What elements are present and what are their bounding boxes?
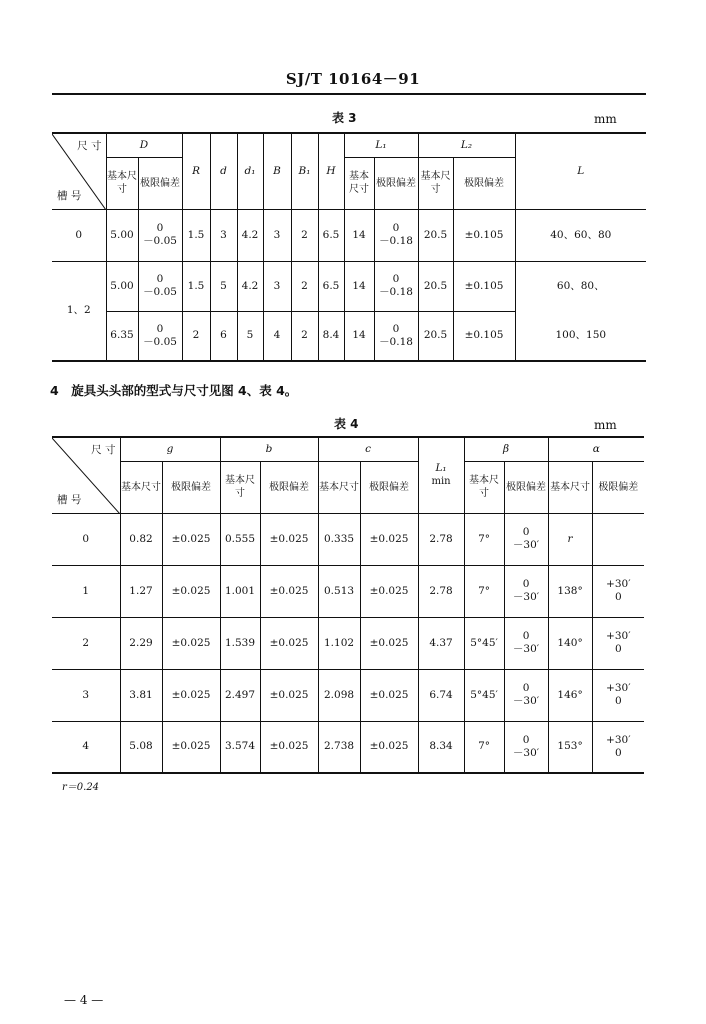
table3-B1: 2 (291, 261, 318, 311)
table4-col-g: g (120, 437, 220, 461)
table3-D-basic: 基本尺寸 (106, 157, 138, 209)
tol-lower: －30′ (512, 539, 540, 551)
table4-c-tolerance: ±0.025 (360, 617, 418, 669)
tol-upper: 0 (156, 273, 164, 285)
tol-upper: +30′ (606, 682, 631, 694)
table3-L: 40、60、80 (515, 209, 646, 261)
table3-D: 5.00 (106, 209, 138, 261)
tol-upper: 0 (392, 322, 400, 335)
table3-L1-basic: 基本尺寸 (344, 157, 374, 209)
table4-g: 3.81 (120, 669, 162, 721)
table3-B: 4 (263, 311, 291, 361)
table4-alpha: 140° (548, 617, 592, 669)
table4-c-tolerance: ±0.025 (360, 513, 418, 565)
tol-lower: －30′ (512, 643, 540, 655)
table4-c-tol: 极限偏差 (360, 461, 418, 513)
table3-D-tol: 极限偏差 (138, 157, 182, 209)
table4-slot: 1 (52, 565, 120, 617)
tol-upper: 0 (156, 322, 164, 335)
footnote: r＝0.24 (62, 782, 100, 793)
table3-L1: 14 (344, 311, 374, 361)
table3-col-d1: d₁ (237, 133, 263, 209)
table3-R: 1.5 (182, 209, 210, 261)
tol-upper: 0 (392, 222, 400, 234)
table3-col-d: d (210, 133, 237, 209)
table3-D-tolerance (138, 311, 182, 361)
table4-corner (52, 437, 120, 513)
table4-beta-tol: 极限偏差 (504, 461, 548, 513)
section-4-text: 4 旋具头头部的型式与尺寸见图 4、表 4。 (50, 383, 298, 398)
table4-b-tol: 极限偏差 (260, 461, 318, 513)
table4-caption: 表 4 (334, 417, 359, 431)
table4-col-L1-label: L₁ (435, 462, 447, 475)
table-row (52, 513, 644, 565)
table3-L2-tolerance: ±0.105 (453, 311, 515, 361)
table4-alpha-tolerance (592, 513, 644, 565)
table3-slot: 0 (52, 209, 106, 261)
tol-lower: 0 (614, 643, 622, 655)
table-row (52, 311, 646, 361)
table4-col-alpha: α (548, 437, 644, 461)
table4-corner-top: 尺 寸 (91, 444, 116, 456)
table3-L1-tolerance (374, 311, 418, 361)
table4-c: 1.102 (318, 617, 360, 669)
table3-d: 5 (210, 261, 237, 311)
table4-c-basic: 基本尺寸 (318, 461, 360, 513)
table4-g-tol: 极限偏差 (162, 461, 220, 513)
tol-upper: 0 (522, 578, 530, 590)
tol-lower: －0.05 (143, 335, 177, 348)
table3-H: 6.5 (318, 209, 344, 261)
table4-alpha-basic: 基本尺寸 (548, 461, 592, 513)
table4-g-basic: 基本尺寸 (120, 461, 162, 513)
table4-alpha: 153° (548, 721, 592, 773)
tol-upper: 0 (522, 682, 530, 694)
table3-D: 6.35 (106, 311, 138, 361)
table3-d1: 4.2 (237, 209, 263, 261)
table4-beta: 7° (464, 565, 504, 617)
table4-b: 1.001 (220, 565, 260, 617)
table3-L2-tol: 极限偏差 (453, 157, 515, 209)
tol-upper: +30′ (606, 578, 631, 590)
table3 (52, 132, 646, 362)
table4-beta: 7° (464, 721, 504, 773)
table3-L: 60、80、 (515, 261, 646, 311)
table3-D: 5.00 (106, 261, 138, 311)
tol-lower: －30′ (512, 695, 540, 707)
table3-L1-tolerance (374, 209, 418, 261)
page-number: — 4 — (64, 993, 104, 1007)
table4-slot: 4 (52, 721, 120, 773)
table4-beta: 7° (464, 513, 504, 565)
tol-lower: －0.05 (143, 286, 177, 298)
table4-col-beta: β (464, 437, 548, 461)
table3-L1: 14 (344, 261, 374, 311)
table4-c: 0.335 (318, 513, 360, 565)
table4-col-L1 (418, 437, 464, 513)
table3-H: 6.5 (318, 261, 344, 311)
tol-upper: 0 (522, 630, 530, 642)
table4-b: 0.555 (220, 513, 260, 565)
table4-corner-bottom: 槽 号 (57, 493, 82, 506)
table3-H: 8.4 (318, 311, 344, 361)
table4-c: 2.098 (318, 669, 360, 721)
table3-L1-tolerance (374, 261, 418, 311)
table4-c-tolerance: ±0.025 (360, 565, 418, 617)
table4-alpha-tolerance (592, 669, 644, 721)
table4-alpha-tolerance (592, 565, 644, 617)
tol-lower: 0 (614, 591, 622, 603)
tol-lower: －30′ (512, 746, 540, 759)
header-rule (52, 93, 646, 95)
tol-lower: 0 (614, 746, 622, 759)
tol-upper: 0 (522, 526, 530, 538)
table3-corner (52, 133, 106, 209)
table4-g-tolerance: ±0.025 (162, 513, 220, 565)
table4-L1: 2.78 (418, 513, 464, 565)
table4-g-tolerance: ±0.025 (162, 669, 220, 721)
table4-beta-basic: 基本尺寸 (464, 461, 504, 513)
table4-alpha: 146° (548, 669, 592, 721)
table4-L1: 6.74 (418, 669, 464, 721)
tol-upper: 0 (392, 273, 400, 285)
table3-d1: 4.2 (237, 261, 263, 311)
table4-slot: 0 (52, 513, 120, 565)
table4-alpha-tolerance (592, 617, 644, 669)
table4-alpha: r (548, 513, 592, 565)
table4-L1: 8.34 (418, 721, 464, 773)
table3-unit: mm (594, 112, 617, 126)
table4-unit: mm (594, 418, 617, 432)
tol-lower: －0.05 (143, 235, 177, 247)
tol-upper: +30′ (606, 733, 631, 746)
table4-col-b: b (220, 437, 318, 461)
tol-lower: －0.18 (379, 335, 413, 348)
table3-corner-bottom: 槽 号 (57, 189, 82, 202)
table3-L2: 20.5 (418, 311, 453, 361)
table3-B1: 2 (291, 311, 318, 361)
table4-b-tolerance: ±0.025 (260, 513, 318, 565)
table4-g: 1.27 (120, 565, 162, 617)
table3-d1: 5 (237, 311, 263, 361)
table3-L2: 20.5 (418, 209, 453, 261)
table-row (52, 721, 644, 773)
table4-b: 1.539 (220, 617, 260, 669)
table3-col-H: H (318, 133, 344, 209)
table3-caption: 表 3 (332, 111, 357, 125)
table4-g-tolerance: ±0.025 (162, 617, 220, 669)
tol-lower: 0 (614, 695, 622, 707)
table3-L2-basic: 基本尺寸 (418, 157, 453, 209)
table4-g: 5.08 (120, 721, 162, 773)
table3-D-tolerance (138, 209, 182, 261)
table-row (52, 209, 646, 261)
table-row (52, 617, 644, 669)
table4-beta-tolerance (504, 513, 548, 565)
table3-R: 1.5 (182, 261, 210, 311)
table4-slot: 3 (52, 669, 120, 721)
tol-lower: －30′ (512, 591, 540, 603)
table4-beta-tolerance (504, 721, 548, 773)
document-header: SJ/T 10164－91 (285, 70, 421, 88)
table3-L1: 14 (344, 209, 374, 261)
table4-c-tolerance: ±0.025 (360, 669, 418, 721)
table3-L1-tol: 极限偏差 (374, 157, 418, 209)
tol-lower: －0.18 (379, 235, 413, 247)
table4-beta: 5°45′ (464, 669, 504, 721)
table3-B1: 2 (291, 209, 318, 261)
table4-c: 2.738 (318, 721, 360, 773)
table4-b-basic: 基本尺寸 (220, 461, 260, 513)
table4 (52, 436, 644, 774)
table4-c: 0.513 (318, 565, 360, 617)
table3-L: 100、150 (515, 311, 646, 361)
table3-slot: 1、2 (52, 261, 106, 361)
table4-alpha: 138° (548, 565, 592, 617)
table3-col-L: L (515, 133, 646, 209)
tol-upper: 0 (156, 222, 164, 234)
table4-L1: 2.78 (418, 565, 464, 617)
table4-beta-tolerance (504, 565, 548, 617)
tol-upper: +30′ (606, 630, 631, 642)
table4-g-tolerance: ±0.025 (162, 721, 220, 773)
table4-slot: 2 (52, 617, 120, 669)
table4-beta-tolerance (504, 617, 548, 669)
table4-col-L1-min: min (431, 476, 451, 488)
table3-col-B1: B₁ (291, 133, 318, 209)
table4-col-c: c (318, 437, 418, 461)
table4-b: 2.497 (220, 669, 260, 721)
table3-L2: 20.5 (418, 261, 453, 311)
table4-g-tolerance: ±0.025 (162, 565, 220, 617)
table4-c-tolerance: ±0.025 (360, 721, 418, 773)
table4-beta-tolerance (504, 669, 548, 721)
table4-alpha-tolerance (592, 721, 644, 773)
table-row (52, 261, 646, 311)
table3-d: 3 (210, 209, 237, 261)
table-row (52, 565, 644, 617)
table-row (52, 669, 644, 721)
table3-col-R: R (182, 133, 210, 209)
table3-R: 2 (182, 311, 210, 361)
table4-b-tolerance: ±0.025 (260, 565, 318, 617)
table4-g: 0.82 (120, 513, 162, 565)
table3-L2-tolerance: ±0.105 (453, 209, 515, 261)
tol-upper: 0 (522, 733, 530, 746)
tol-lower: －0.18 (379, 286, 413, 298)
table3-B: 3 (263, 261, 291, 311)
table3-col-L2: L₂ (418, 133, 515, 157)
table4-b-tolerance: ±0.025 (260, 669, 318, 721)
table3-col-B: B (263, 133, 291, 209)
table4-b-tolerance: ±0.025 (260, 617, 318, 669)
table4-g: 2.29 (120, 617, 162, 669)
table3-D-tolerance (138, 261, 182, 311)
table3-B: 3 (263, 209, 291, 261)
table4-alpha-tol: 极限偏差 (592, 461, 644, 513)
table3-col-L1: L₁ (344, 133, 418, 157)
table3-d: 6 (210, 311, 237, 361)
table4-b-tolerance: ±0.025 (260, 721, 318, 773)
table3-col-D: D (106, 133, 182, 157)
table4-b: 3.574 (220, 721, 260, 773)
table3-corner-top: 尺 寸 (77, 140, 102, 152)
table4-beta: 5°45′ (464, 617, 504, 669)
table4-L1: 4.37 (418, 617, 464, 669)
table3-L2-tolerance: ±0.105 (453, 261, 515, 311)
